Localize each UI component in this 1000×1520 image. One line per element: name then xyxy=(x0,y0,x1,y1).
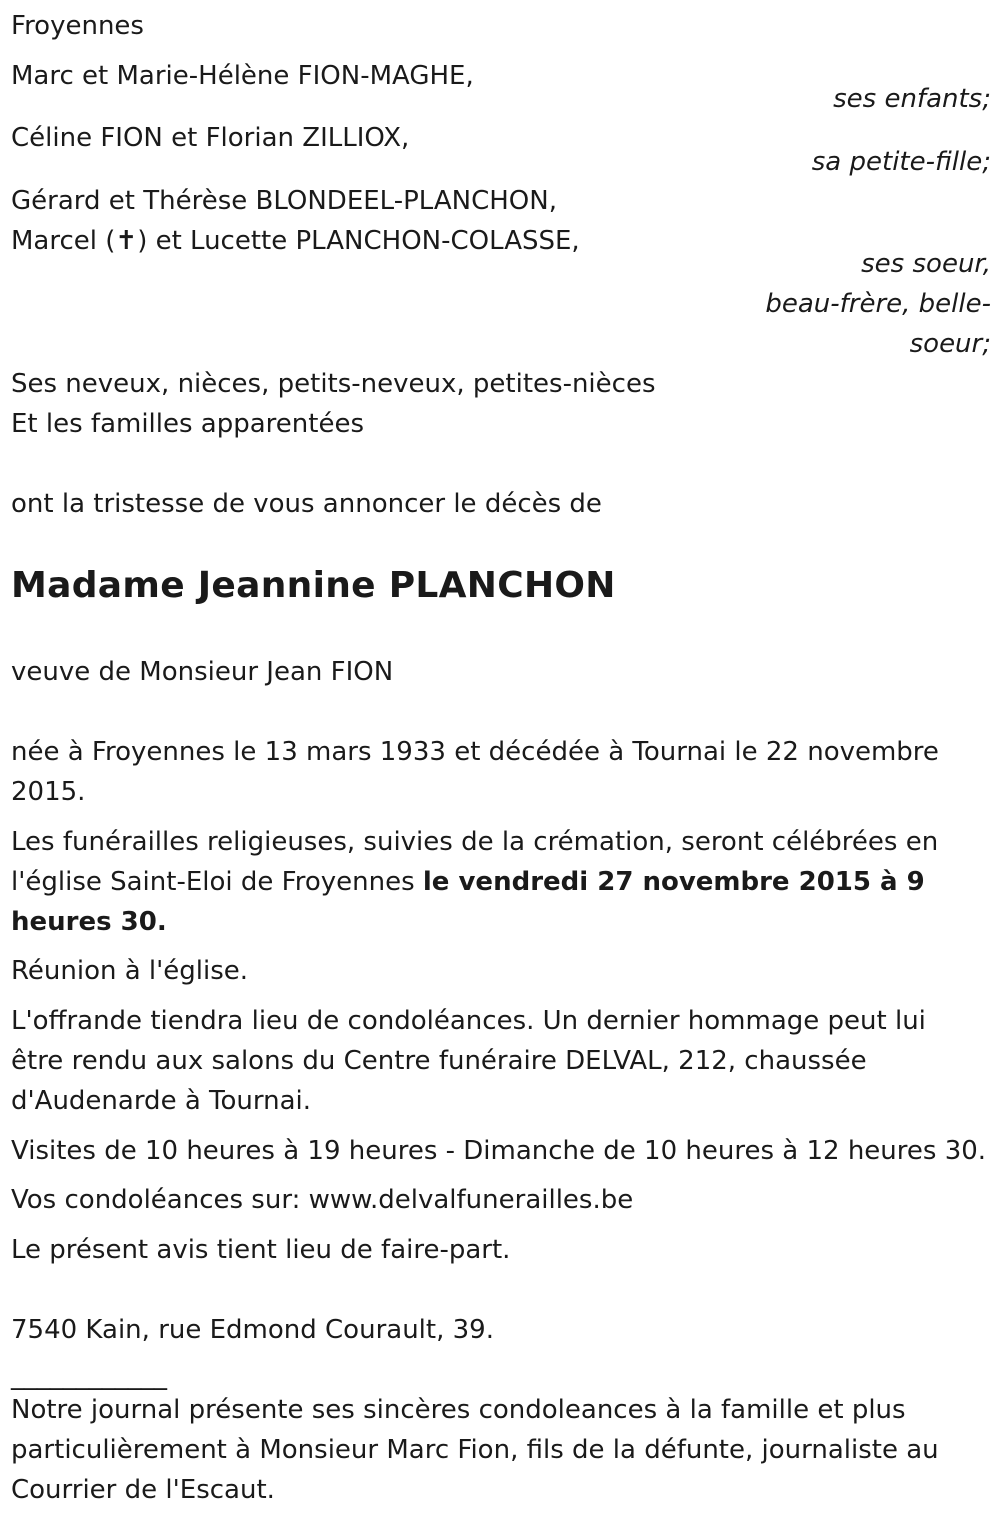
family-granddaughter: Céline FION et Florian ZILLIOX, xyxy=(11,123,410,153)
separator: ____________ xyxy=(11,1361,167,1391)
announcement: ont la tristesse de vous annoncer le décès de xyxy=(11,489,602,519)
place: Froyennes xyxy=(11,11,144,41)
reunion: Réunion à l'église. xyxy=(11,956,249,986)
offering-1: L'offrande tiendra lieu de condoléances. Un dernier hommage peut lui xyxy=(11,1006,926,1036)
journal-note-2: particulièrement à Monsieur Marc Fion, fils de la défunte, journaliste au xyxy=(11,1435,939,1465)
birth-death-1: née à Froyennes le 13 mars 1933 et décédée à Tournai le 22 novembre xyxy=(11,737,939,767)
funeral-location: l'église Saint-Eloi de Froyennes xyxy=(11,867,423,897)
offering-3: d'Audenarde à Tournai. xyxy=(11,1086,312,1116)
funeral-date: le vendredi 27 novembre 2015 à 9 xyxy=(422,867,925,897)
condolences-web: Vos condoléances sur: www.delvalfunerailles.be xyxy=(11,1185,634,1215)
birth-death-2: 2015. xyxy=(11,777,86,807)
relatives-2: Et les familles apparentées xyxy=(11,409,365,439)
role-siblings-3: soeur; xyxy=(909,329,991,359)
role-children: ses enfants; xyxy=(833,84,991,114)
family-sibling-1: Gérard et Thérèse BLONDEEL-PLANCHON, xyxy=(11,186,557,216)
address: 7540 Kain, rue Edmond Courault, 39. xyxy=(11,1315,494,1345)
offering-2: être rendu aux salons du Centre funéraire DELVAL, 212, chaussée xyxy=(11,1046,867,1076)
relatives-1: Ses neveux, nièces, petits-neveux, petites-nièces xyxy=(11,369,656,399)
funeral-line-3 xyxy=(11,902,167,942)
role-siblings-2: beau-frère, belle- xyxy=(765,289,991,319)
funeral-line-1: Les funérailles religieuses, suivies de la crémation, seront célébrées en xyxy=(11,827,939,857)
widow-of: veuve de Monsieur Jean FION xyxy=(11,657,394,687)
role-granddaughter: sa petite-fille; xyxy=(811,147,991,177)
journal-note-3: Courrier de l'Escaut. xyxy=(11,1475,275,1505)
journal-note-1: Notre journal présente ses sincères condoleances à la famille et plus xyxy=(11,1395,906,1425)
visits: Visites de 10 heures à 19 heures - Dimanche de 10 heures à 12 heures 30. xyxy=(11,1136,987,1166)
funeral-time: heures 30. xyxy=(11,907,167,937)
family-children: Marc et Marie-Hélène FION-MAGHE, xyxy=(11,61,474,91)
role-siblings-1: ses soeur, xyxy=(861,249,991,279)
funeral-line-2 xyxy=(11,862,925,902)
deceased-name: Madame Jeannine PLANCHON xyxy=(11,565,616,606)
notice: Le présent avis tient lieu de faire-part. xyxy=(11,1235,511,1265)
family-sibling-2: Marcel (✝) et Lucette PLANCHON-COLASSE, xyxy=(11,226,580,256)
